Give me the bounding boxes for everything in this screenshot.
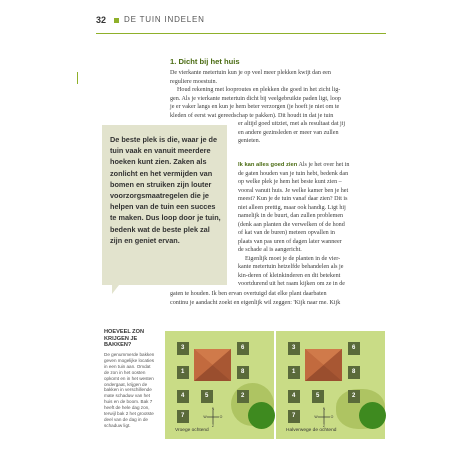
compass-icon xyxy=(203,407,223,428)
sidebar-line: huis en de boom. Bak 7 xyxy=(104,399,153,405)
page-header xyxy=(96,14,386,34)
text-line: vooral vanuit huis. Je welke kamer ben je het xyxy=(238,187,349,194)
sidebar-line: in een tuin aan. Omdat xyxy=(104,363,151,369)
box-number: 8 xyxy=(241,369,245,375)
text-line: gaten te houden. Ik ben ervan overtuigd dat elke plant daarbaten xyxy=(170,291,327,297)
quote-line: voorzorgsmaatregelen die je xyxy=(110,191,209,201)
garden-diagram-mid-morning xyxy=(276,331,385,439)
box-number: 3 xyxy=(292,345,296,351)
box-number: 1 xyxy=(292,369,296,375)
text-line: voortdurend uit het raam kijken om ze in de xyxy=(238,281,345,287)
text-line: je er vaker langs en kun je hem beter verzorgen (je hoeft je niet om te xyxy=(170,104,340,110)
box-number: 4 xyxy=(292,393,296,399)
sidebar-title xyxy=(104,329,144,349)
sidebar-title-line: BAKKEN? xyxy=(104,342,132,349)
text-line: De vierkante metertuin kun je op veel meer plekken kwijt dan een xyxy=(170,70,331,76)
sidebar-line: schaduw ligt. xyxy=(104,422,131,428)
sidebar-line: terwijl bak 2 het grootste xyxy=(104,411,154,417)
text-line: er altijd goed uitziet, met als resultaat dat jij xyxy=(238,121,346,127)
closing-text xyxy=(170,290,340,307)
diagram-caption: Vroege ochtend xyxy=(175,428,209,433)
sidebar-line: opkomt en in het westen xyxy=(104,375,154,381)
compass-icon xyxy=(314,407,334,428)
box-number: 7 xyxy=(292,413,296,419)
text-line: genieten. xyxy=(238,138,261,144)
paragraph-lead: Ik kan alles goed zien xyxy=(238,162,298,168)
garden-diagram-early-morning xyxy=(165,331,274,439)
text-line: kin-deren of kleinkinderen en dit betekent xyxy=(238,272,341,279)
pull-quote-box xyxy=(102,125,227,285)
box-number: 6 xyxy=(241,345,245,351)
box-number: 5 xyxy=(205,393,209,399)
quote-line: zijn en geniet ervan. xyxy=(110,235,180,245)
header-rule xyxy=(96,33,386,34)
text-line: namelijk in de buurt, dan zullen problemen xyxy=(238,213,344,219)
header-bullet xyxy=(114,18,119,23)
quote-line: tuin vaak en vanuit meerdere xyxy=(110,146,211,156)
compass-south: Z xyxy=(322,424,326,428)
sidebar-line: bakken in verschillende xyxy=(104,387,152,393)
text-line: niet alleen prettig, maar ook handig. Ligt hij xyxy=(238,204,346,211)
box-number: 2 xyxy=(241,393,245,399)
text-line: (denk aan planten die verwelken of de hond xyxy=(238,221,345,228)
text-line: plaats van pas uren of dagen later wanneer xyxy=(238,238,342,245)
quote-line: te maken. Dus loop door je tuin, xyxy=(110,213,221,223)
box-number: 3 xyxy=(181,345,185,351)
sidebar-line: heeft de hele dag zon, xyxy=(104,405,150,411)
text-line: en andere gezinsleden er meer van zullen xyxy=(238,129,339,136)
sidebar-title-line: KRIJGEN JE xyxy=(104,335,138,342)
text-line: kante metertuin hetzelfde behandelen als je xyxy=(238,264,344,270)
diagram-caption: Halverwege de ochtend xyxy=(286,428,337,433)
text-line: gen. Als je vierkante metertuin dicht bij veelgebruikte paden ligt, loop xyxy=(170,95,341,102)
text-line: meest? Kun je de tuin vanaf daar zien? Dit is xyxy=(238,196,348,202)
compass-north: N xyxy=(322,407,326,411)
chapter-title: DE TUIN INDELEN xyxy=(124,15,205,24)
box-number: 1 xyxy=(181,369,185,375)
compass-east: O xyxy=(330,415,334,419)
pull-quote-text xyxy=(110,134,225,246)
quote-line: bomen en struiken zijn louter xyxy=(110,179,212,189)
quote-line: De beste plek is die, waar je de xyxy=(110,135,218,144)
text-line: de schade al is aangericht. xyxy=(238,247,302,253)
sidebar-line: ondergaat, krijgen de xyxy=(104,381,148,387)
text-line: Als je het over het in xyxy=(297,162,350,168)
sidebar-line: geven mogelijke locaties xyxy=(104,357,155,363)
box-number: 6 xyxy=(352,345,356,351)
quote-line: helpen van de tuin een succes xyxy=(110,202,216,212)
text-line: of kat van de buren) meteen opvallen in xyxy=(238,230,335,236)
pull-quote-tail xyxy=(112,285,119,294)
section-heading: 1. Dicht bij het huis xyxy=(170,57,240,66)
compass-west: W xyxy=(314,415,318,419)
compass-south: Z xyxy=(211,424,215,428)
intro-text xyxy=(170,69,341,120)
compass-west: W xyxy=(203,415,207,419)
page-number: 32 xyxy=(96,15,107,25)
sidebar-text xyxy=(104,352,154,429)
sidebar-line: De genummerde bakken xyxy=(104,352,155,357)
box-number: 7 xyxy=(181,413,185,419)
box-number: 8 xyxy=(352,369,356,375)
text-line: Houd rekening met looproutes en plekken die goed in het zicht lig- xyxy=(177,87,341,93)
sidebar-title-line: HOEVEEL ZON xyxy=(104,329,144,335)
box-number: 5 xyxy=(316,393,320,399)
box-number: 4 xyxy=(181,393,185,399)
compass-north: N xyxy=(211,407,215,411)
sidebar-line: de zon in het oosten xyxy=(104,369,146,375)
text-line: continu je aandacht zoekt en eigenlijk wil zeggen: 'Kijk naar me. Kijk xyxy=(170,299,341,306)
quote-line: hoeken kunt zien. Zaken als xyxy=(110,157,207,167)
compass-east: O xyxy=(219,415,223,419)
sidebar-line: deel van de dag in de xyxy=(104,416,148,422)
quote-line: bedenk wat de beste plek zal xyxy=(110,224,210,234)
text-line: kleden of eerst wat gereedschap te pakken). Dit houdt in dat je tuin xyxy=(170,112,334,119)
text-line: Eigenlijk moet je de planten in de vier- xyxy=(245,255,341,262)
margin-marker xyxy=(77,72,78,84)
text-line: op welke plek je hem het beste kunt zien – xyxy=(238,179,342,185)
see-everything-text xyxy=(238,161,349,289)
box-number: 2 xyxy=(352,393,356,399)
intro-text-continued xyxy=(238,120,345,146)
quote-line: zonlicht en het vermijden van xyxy=(110,168,213,178)
text-line: de gaten houden van je tuin hebt, bedenk dan xyxy=(238,170,349,177)
sidebar-line: mate schaduw van het xyxy=(104,393,150,399)
text-line: reguliere moestuin. xyxy=(170,78,218,85)
